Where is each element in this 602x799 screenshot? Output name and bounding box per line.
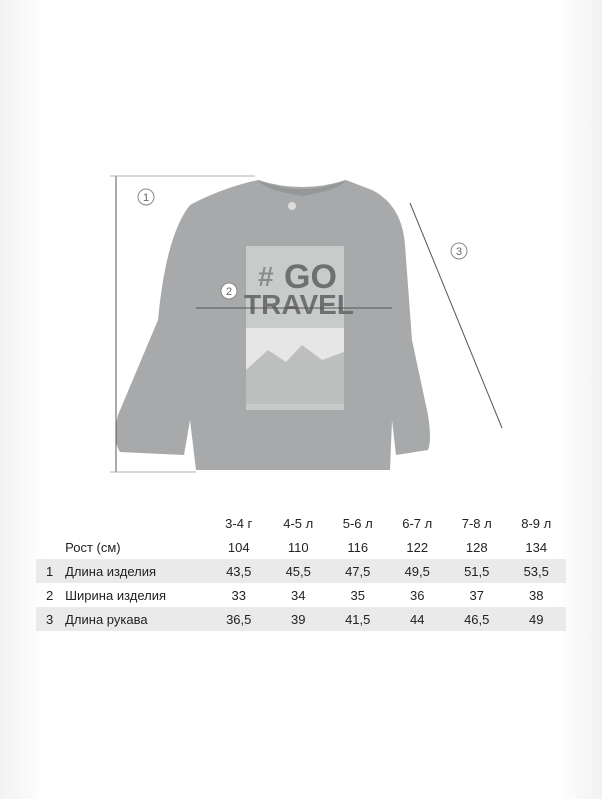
table-cell: 36,5	[209, 607, 269, 631]
table-cell: 45,5	[268, 559, 328, 583]
print-line1: GO	[284, 258, 337, 296]
table-cell: 122	[406, 539, 429, 555]
table-cell: 47,5	[328, 559, 388, 583]
size-chart-table	[36, 511, 566, 631]
column-header: 7-8 л	[461, 515, 492, 531]
table-cell: 51,5	[447, 559, 507, 583]
table-row	[36, 583, 566, 607]
brand-label-icon	[288, 202, 296, 210]
table-cell: 33	[231, 587, 246, 603]
table-cell: 128	[465, 539, 488, 555]
column-header: 5-6 л	[342, 515, 373, 531]
table-cell: 34	[290, 587, 306, 603]
table-cell: 41,5	[328, 607, 388, 631]
table-cell: 49	[506, 607, 566, 631]
table-row	[36, 607, 566, 631]
row-label: Рост (см)	[65, 539, 121, 555]
table-cell: 53,5	[506, 559, 566, 583]
table-cell: 46,5	[447, 607, 507, 631]
row-label: Ширина изделия	[65, 587, 167, 603]
marker-3-label: 3	[455, 246, 463, 258]
table-cell: 39	[268, 607, 328, 631]
row-label: Длина изделия	[63, 559, 209, 583]
column-header: 6-7 л	[402, 515, 433, 531]
table-cell: 43,5	[209, 559, 269, 583]
table-cell: 134	[525, 539, 548, 555]
column-header: 4-5 л	[283, 515, 314, 531]
print-line2: TRAVEL	[244, 289, 354, 320]
table-cell: 36	[409, 587, 425, 603]
row-number	[36, 535, 63, 559]
marker-1-label: 1	[142, 192, 150, 204]
table-row	[36, 559, 566, 583]
table-cell: 37	[469, 587, 484, 603]
table-cell: 49,5	[387, 559, 447, 583]
row-number: 3	[36, 607, 63, 631]
row-number: 1	[36, 559, 63, 583]
table-cell: 44	[387, 607, 447, 631]
marker-2-label: 2	[225, 286, 233, 298]
column-header: 3-4 г	[225, 515, 253, 531]
table-row	[36, 535, 566, 559]
table-cell: 38	[529, 587, 544, 603]
row-number: 2	[45, 587, 54, 603]
measure-sleeve-line	[410, 203, 502, 428]
column-header: 8-9 л	[521, 515, 552, 531]
table-header-row	[36, 511, 566, 535]
print-hash: #	[258, 261, 274, 292]
row-label: Длина рукава	[63, 607, 209, 631]
table-cell: 104	[227, 539, 250, 555]
table-cell: 110	[287, 539, 309, 555]
table-cell: 35	[350, 587, 365, 603]
table-cell: 116	[347, 539, 369, 555]
